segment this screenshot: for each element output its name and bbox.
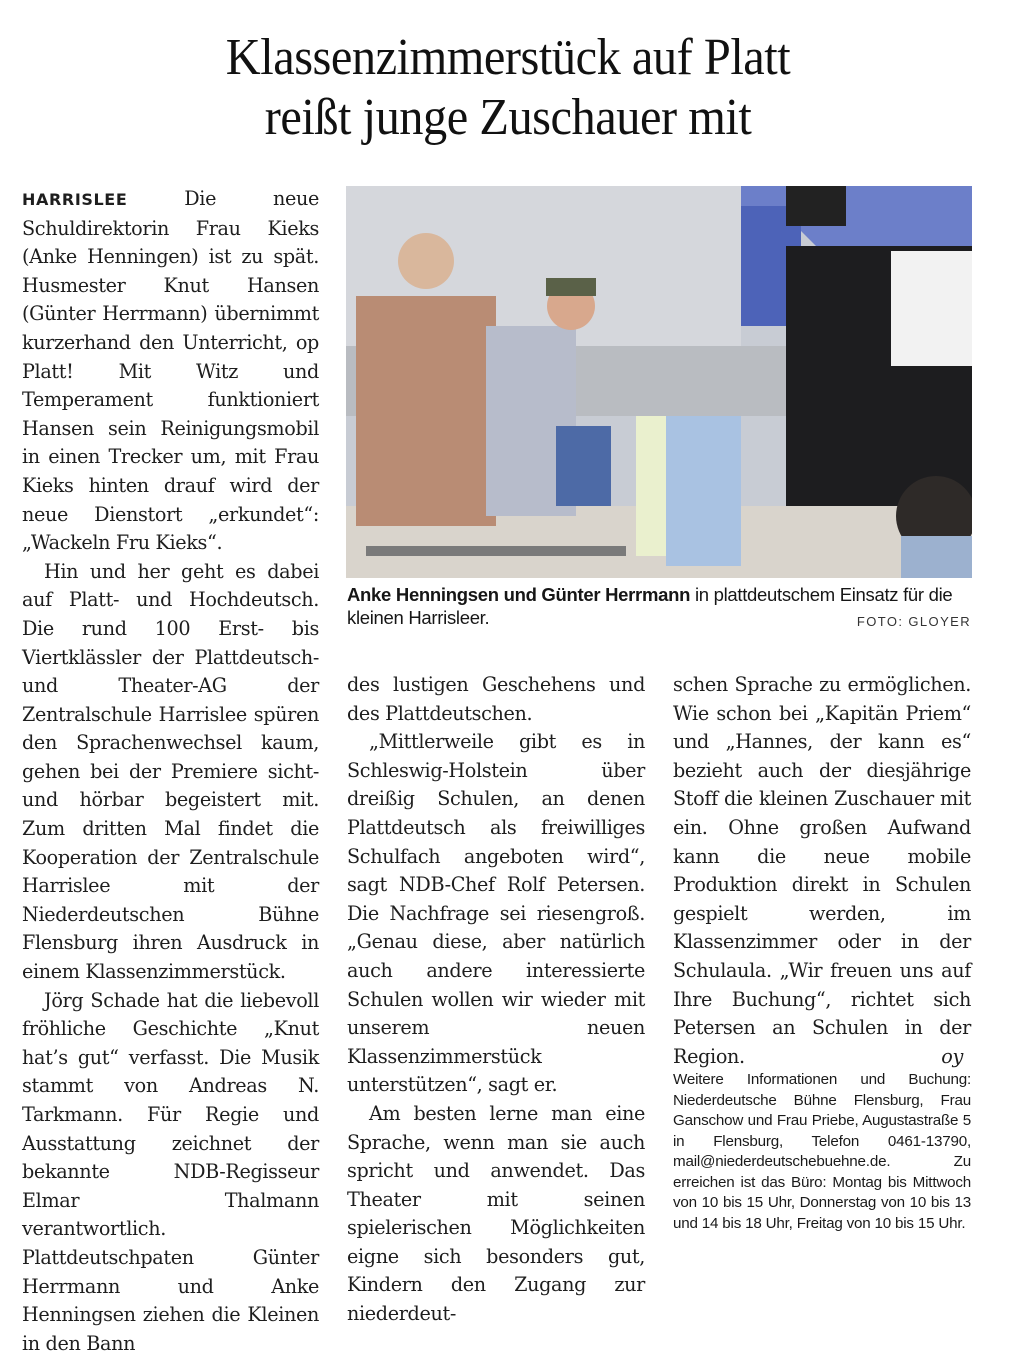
headline-line-1: Klassenzimmerstück auf Platt: [225, 29, 791, 86]
author-initials: oy: [941, 1044, 963, 1068]
paragraph-text: schen Sprache zu ermöglichen. Wie schon bei „Kapitän Priem“ und „Hannes, der kann es“ bezieht auch der diesjährige Stoff die kleinen Zuschauer mit ein. Ohne großen Aufwand kann die neue mobile Produktion direkt in Schulen gespielt werden, im Klassenzimmer oder in der Schulaula. „Wir freuen uns auf Ihre Buchung“, richtet sich Petersen an Schulen in der Region.: [673, 673, 971, 1068]
article-photo: [346, 186, 972, 578]
caption-names: Anke Henningsen und Günter Herrmann: [347, 584, 691, 605]
stage-photo-image: [346, 186, 972, 578]
article-paragraph: Am besten lerne man eine Sprache, wenn man sie auch spricht und anwendet. Das Theater mit seinen spielerischen Möglichkeiten eigne sich besonders gut, Kindern den Zugang zur niederdeut-: [347, 1101, 645, 1326]
article-paragraph: [22, 185, 319, 558]
photo-credit: FOTO: GLOYER: [856, 614, 971, 629]
article-column-3: [673, 671, 971, 1071]
article-paragraph: des lustigen Geschehens und des Plattdeutschen.: [347, 673, 645, 725]
info-box: Weitere Informationen und Buchung: Niederdeutsche Bühne Flensburg, Frau Ganschow und Frau Priebe, Augustastraße 5 in Flensburg, Telefon 0461-13790, mail@niederdeutschebuehne.de. Zu erreichen ist das Büro: Montag bis Mittwoch von 10 bis 15 Uhr, Donnerstag von 10 bis 13 und 14 bis 18 Uhr, Freitag von 10 bis 15 Uhr.: [673, 1071, 971, 1232]
article-paragraph: „Mittlerweile gibt es in Schleswig-Holstein über dreißig Schulen, an denen Plattdeutsch als freiwilliges Schulfach angeboten wird“, sagt NDB-Chef Rolf Petersen. Die Nachfrage sei riesengroß. „Genau diese, aber natürlich auch andere interessierte Schulen wollen wir wieder mit unserem neuen Klassenzimmerstück unterstützen“, sagt er.: [347, 730, 645, 1097]
photo-caption: [347, 583, 971, 633]
paragraph-text: Die neue Schuldirektorin Frau Kieks (Anke Henningen) ist zu spät. Husmester Knut Hansen (Günter Herrmann) übernimmt kurzerhand den Unterricht, op Platt! Mit Witz und Temperament funktioniert Hansen sein Reinigungsmobil in einen Trecker um, mit Frau Kieks hinten drauf wird der neue Dienstort „erkundet“: „Wackeln Fru Kieks“.: [22, 187, 319, 555]
article-paragraph: Jörg Schade hat die liebevoll fröhliche Geschichte „Knut hat’s gut“ verfasst. Die Musik stammt von Andreas N. Tarkmann. Für Regie und Ausstattung zeichnet der bekannte NDB-Regisseur Elmar Thalmann verantwortlich. Plattdeutschpaten Günter Herrmann und Anke Henningsen ziehen die Kleinen in den Bann: [22, 988, 319, 1355]
article-column-2: [347, 671, 645, 1329]
caption-text: in plattdeutschem Einsatz für die kleinen Harrisleer.: [347, 584, 953, 628]
article-paragraph: [673, 671, 971, 1071]
dateline: HARRISLEE: [22, 190, 128, 209]
article-column-1: [22, 185, 319, 1358]
headline-line-2: reißt junge Zuschauer mit: [264, 89, 752, 146]
headline: [36, 28, 981, 148]
article-paragraph: Hin und her geht es dabei auf Platt- und Hochdeutsch. Die rund 100 Erst- bis Viertklässler der Plattdeutsch- und Theater-AG der Zentralschule Harrislee spüren den Sprachenwechsel kaum, gehen bei der Premiere sicht- und hörbar begeistert mit. Zum dritten Mal findet die Kooperation der Zentralschule Harrislee mit der Niederdeutschen Bühne Flensburg ihren Ausdruck in einem Klassenzimmerstück.: [22, 559, 319, 984]
